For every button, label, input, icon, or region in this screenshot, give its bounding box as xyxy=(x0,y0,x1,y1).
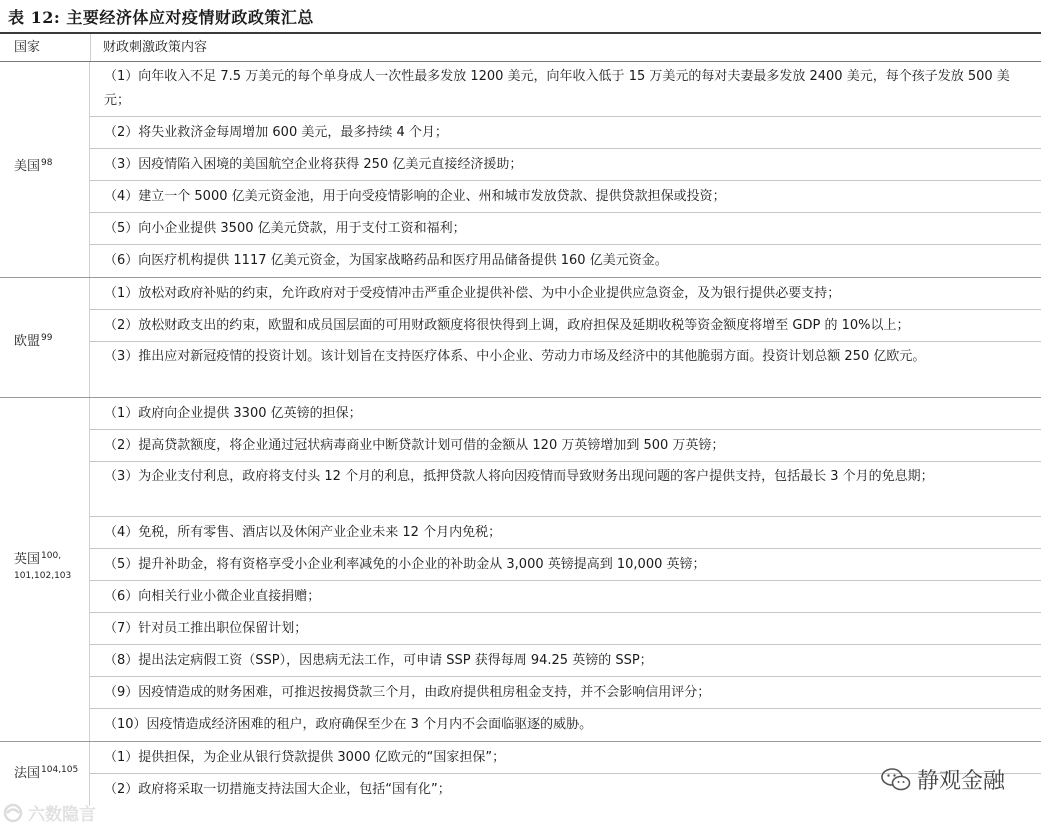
swirl-logo-icon xyxy=(2,802,24,824)
footnote-ref-continued: 101,102,103 xyxy=(14,571,72,581)
policy-item: （5）向小企业提供 3500 亿美元贷款，用于支付工资和福利； xyxy=(90,213,1041,245)
wechat-icon xyxy=(881,767,911,793)
table-caption-bar xyxy=(0,0,1041,34)
policy-list xyxy=(90,278,1041,397)
country-group-eu xyxy=(0,278,1041,398)
footnote-ref: 100, xyxy=(41,551,62,561)
policy-item: （3）推出应对新冠疫情的投资计划。该计划旨在支持医疗体系、中小企业、劳动力市场及经济中的其他脆弱方面。投资计划总额 250 亿欧元。 xyxy=(104,349,926,364)
policy-item: （4）建立一个 5000 亿美元资金池，用于向受疫情影响的企业、州和城市发放贷款、提供贷款担保或投资； xyxy=(90,181,1041,213)
country-cell xyxy=(0,742,90,806)
header-content: 财政刺激政策内容 xyxy=(90,34,1041,61)
table-header-row xyxy=(0,34,1041,62)
policy-item: （3）因疫情陷入困境的美国航空企业将获得 250 亿美元直接经济援助； xyxy=(90,149,1041,181)
policy-item: （1）提供担保，为企业从银行贷款提供 3000 亿欧元的“国家担保”； xyxy=(90,742,1041,774)
policy-item: （6）向相关行业小微企业直接捐赠； xyxy=(90,581,1041,613)
policy-item: （9）因疫情造成的财务困难，可推迟按揭贷款三个月，由政府提供租房租金支持，并不会影响信用评分； xyxy=(90,677,1041,709)
country-cell xyxy=(0,278,90,397)
footnote-ref: 98 xyxy=(41,158,53,168)
country-name: 欧盟 xyxy=(14,334,41,349)
policy-list xyxy=(90,398,1041,741)
policy-item: （1）政府向企业提供 3300 亿英镑的担保； xyxy=(90,398,1041,430)
country-group-usa xyxy=(0,62,1041,278)
watermark-logo-left xyxy=(2,800,96,825)
country-name: 英国 xyxy=(14,552,41,567)
watermark-text-left: 六数隐言 xyxy=(28,805,96,825)
country-name: 美国 xyxy=(14,159,41,174)
footnote-ref: 99 xyxy=(41,333,53,343)
policy-item: （8）提出法定病假工资（SSP），因患病无法工作，可申请 SSP 获得每周 94.25 英镑的 SSP； xyxy=(90,645,1041,677)
country-cell xyxy=(0,62,90,277)
policy-table xyxy=(0,34,1041,806)
policy-item: （3）为企业支付利息，政府将支付头 12 个月的利息，抵押贷款人将向因疫情而导致财务出现问题的客户提供支持，包括最长 3 个月的免息期； xyxy=(90,462,1041,517)
watermark-logo-right xyxy=(881,764,1005,795)
policy-item: （2）政府将采取一切措施支持法国大企业，包括“国有化”； xyxy=(104,782,451,797)
watermark-text-right: 静观金融 xyxy=(916,769,1005,794)
policy-item: （6）向医疗机构提供 1117 亿美元资金，为国家战略药品和医疗用品储备提供 160 亿美元资金。 xyxy=(104,253,668,268)
country-cell xyxy=(0,398,90,741)
policy-item: （4）免税，所有零售、酒店以及休闲产业企业未来 12 个月内免税； xyxy=(90,517,1041,549)
policy-item: （2）将失业救济金每周增加 600 美元，最多持续 4 个月； xyxy=(90,117,1041,149)
country-group-uk xyxy=(0,398,1041,742)
policy-item: （7）针对员工推出职位保留计划； xyxy=(90,613,1041,645)
country-name: 法国 xyxy=(14,766,41,781)
header-country: 国家 xyxy=(14,40,41,55)
policy-item: （1）向年收入不足 7.5 万美元的每个单身成人一次性最多发放 1200 美元，向年收入低于 15 万美元的每对夫妻最多发放 2400 美元，每个孩子发放 500 美元； xyxy=(90,62,1041,117)
policy-item: （5）提升补助金，将有资格享受小企业利率减免的小企业的补助金从 3,000 英镑提高到 10,000 英镑； xyxy=(90,549,1041,581)
table-title: 表 12: 主要经济体应对疫情财政政策汇总 xyxy=(8,7,314,27)
policy-item: （1）放松对政府补贴的约束，允许政府对于受疫情冲击严重企业提供补偿、为中小企业提供应急资金，及为银行提供必要支持； xyxy=(90,278,1041,310)
policy-item: （10）因疫情造成经济困难的租户，政府确保至少在 3 个月内不会面临驱逐的威胁。 xyxy=(104,717,593,732)
policy-item: （2）提高贷款额度，将企业通过冠状病毒商业中断贷款计划可借的金额从 120 万英镑增加到 500 万英镑； xyxy=(90,430,1041,462)
footnote-ref: 104,105 xyxy=(41,765,79,775)
policy-item: （2）放松财政支出的约束，欧盟和成员国层面的可用财政额度将很快得到上调，政府担保及延期收税等资金额度将增至 GDP 的 10%以上； xyxy=(90,310,1041,342)
policy-list xyxy=(90,62,1041,277)
